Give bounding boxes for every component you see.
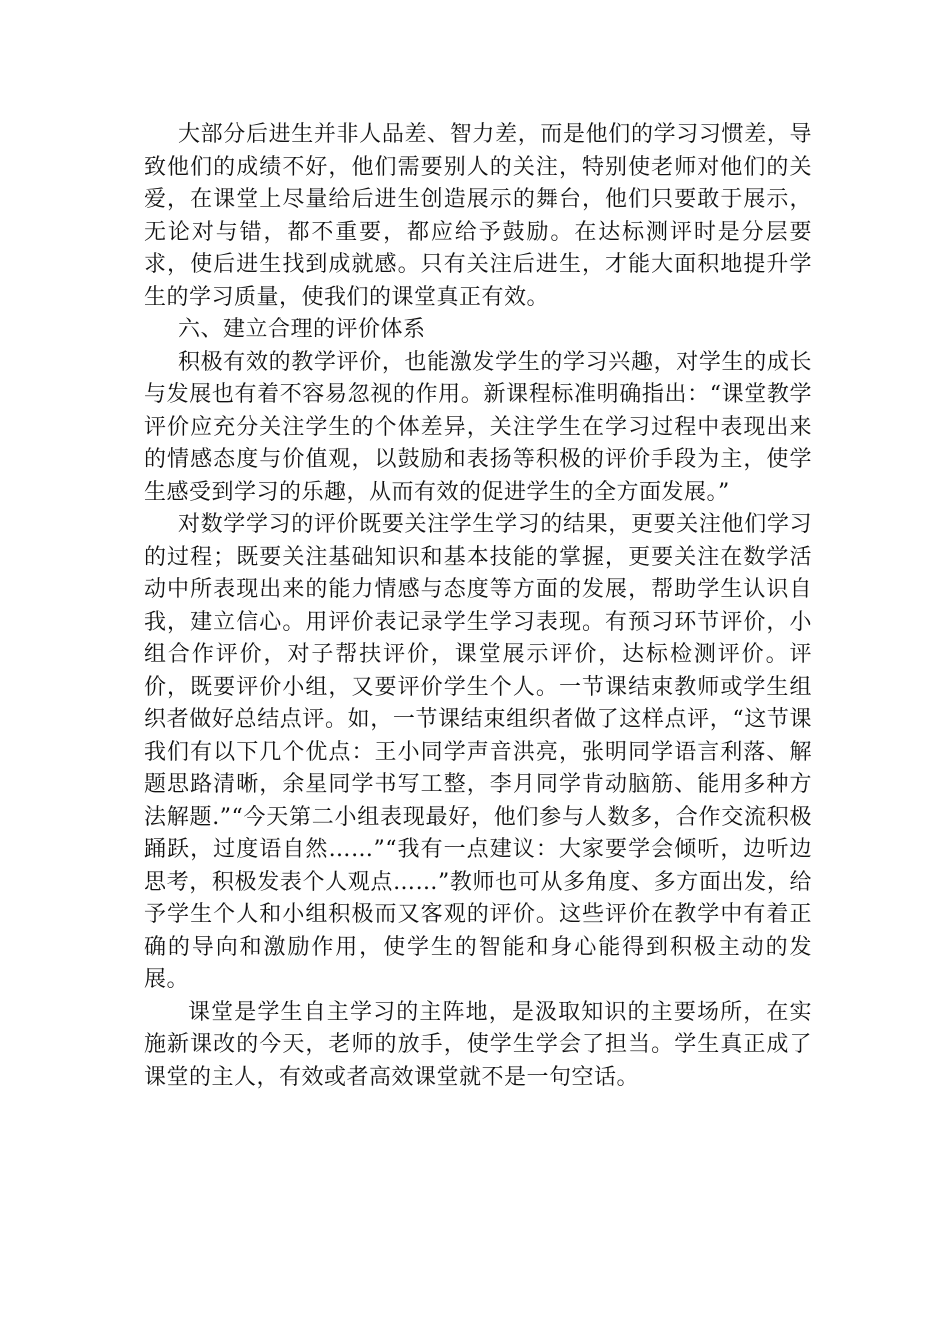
paragraph-backward-students: 大部分后进生并非人品差、智力差，而是他们的学习习惯差，导致他们的成绩不好，他们需要别人的关注，特别使老师对他们的关爱，在课堂上尽量给后进生创造展示的舞台，他们只要敢于展示，无论对与错，都不重要，都应给予鼓励。在达标测评时是分层要求，使后进生找到成就感。只有关注后进生，才能大面积地提升学生的学习质量，使我们的课堂真正有效。 <box>144 122 812 310</box>
paragraph-conclusion: 课堂是学生自主学习的主阵地，是汲取知识的主要场所，在实施新课改的今天，老师的放手，使学生学会了担当。学生真正成了课堂的主人，有效或者高效课堂就不是一句空话。 <box>144 999 812 1090</box>
document-body <box>144 119 812 1094</box>
section-heading-evaluation-system: 六、建立合理的评价体系 <box>178 317 426 342</box>
paragraph-math-learning-evaluation: 对数学学习的评价既要关注学生学习的结果，更要关注他们学习的过程；既要关注基础知识和基本技能的掌握，更要关注在数学活动中所表现出来的能力情感与态度等方面的发展，帮助学生认识自我，建立信心。用评价表记录学生学习表现。有预习环节评价，小组合作评价，对子帮扶评价，课堂展示评价，达标检测评价。评价，既要评价小组，又要评价学生个人。一节课结束教师或学生组织者做好总结点评。如，一节课结束组织者做了这样点评，“这节课我们有以下几个优点：王小同学声音洪亮，张明同学语言利落、解题思路清晰，余星同学书写工整，李月同学肯动脑筋、能用多种方法解题.”“今天第二小组表现最好，他们参与人数多，合作交流积极踊跃，过度语自然……”“我有一点建议：大家要学会倾听，边听边思考，积极发表个人观点……”教师也可从多角度、多方面出发，给予学生个人和小组积极而又客观的评价。这些评价在教学中有着正确的导向和激励作用，使学生的智能和身心能得到积极主动的发展。 <box>144 512 812 992</box>
paragraph-teaching-evaluation: 积极有效的教学评价，也能激发学生的学习兴趣，对学生的成长与发展也有着不容易忽视的作用。新课程标准明确指出：“课堂教学评价应充分关注学生的个体差异，关注学生在学习过程中表现出来的情感态度与价值观，以鼓励和表扬等积极的评价手段为主，使学生感受到学习的乐趣，从而有效的促进学生的全方面发展。” <box>144 349 812 505</box>
